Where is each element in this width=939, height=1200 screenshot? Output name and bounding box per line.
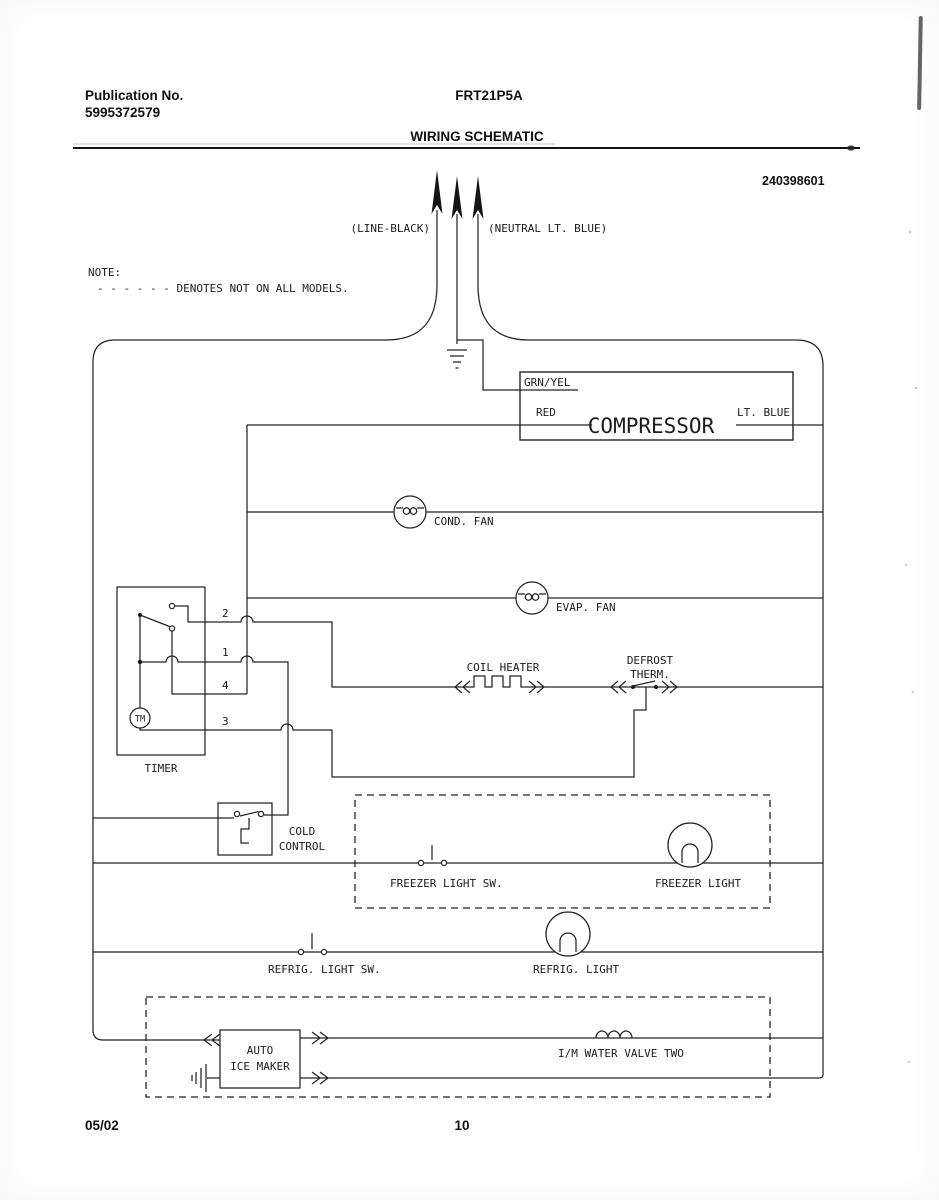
- cold-control-label-2: CONTROL: [278, 840, 326, 853]
- scan-blot: [847, 145, 855, 150]
- defrost-therm-label-1: DEFROST: [626, 654, 674, 667]
- compressor-grnyel-label: GRN/YEL: [524, 376, 571, 389]
- wire-line-conductor: [93, 210, 437, 1040]
- compressor-red-label: RED: [536, 406, 556, 419]
- cold-control-component: [218, 803, 326, 855]
- wire-timer-2-defrost: [175, 606, 471, 687]
- freezer-light-bulb-icon: [668, 823, 712, 867]
- scan-speck-2: [915, 387, 918, 390]
- neutral-feed-label: (NEUTRAL LT. BLUE): [488, 222, 608, 235]
- timer-label: TIMER: [144, 762, 178, 775]
- footer-date: 05/02: [85, 1118, 119, 1133]
- timer-junction-dot: [138, 660, 142, 664]
- icemaker-ground-icon: [192, 1064, 206, 1092]
- scan-speck-5: [908, 1061, 911, 1064]
- publication-label: Publication No.: [85, 88, 184, 103]
- water-valve-coil-icon: [596, 1031, 632, 1038]
- timer-switch-arm: [140, 615, 170, 627]
- scan-streak: [917, 16, 923, 110]
- timer-terminal-2: 2: [222, 607, 229, 620]
- ice-maker-section: [146, 997, 770, 1097]
- freezer-sw-terminal-1: [418, 860, 423, 865]
- cold-control-sensor: [241, 818, 249, 843]
- publication-number: 5995372579: [85, 105, 161, 120]
- water-valve-label: I/M WATER VALVE TWO: [558, 1047, 684, 1060]
- coil-heater-component: [455, 661, 544, 693]
- refrig-light-label: REFRIG. LIGHT: [533, 963, 620, 976]
- evap-fan-label: EVAP. FAN: [556, 601, 616, 614]
- wire-timer-3-therm: [140, 687, 646, 777]
- wire-timer-1-coldcontrol: [140, 656, 288, 815]
- coil-heater-icon: [470, 676, 525, 687]
- neutral-arrow-icon: [473, 176, 484, 219]
- timer-pivot-dot: [138, 613, 142, 617]
- note-text: - - - - - - DENOTES NOT ON ALL MODELS.: [97, 282, 349, 295]
- refrig-light-section: [268, 912, 619, 976]
- circuit-wires: [93, 210, 823, 1078]
- earth-ground-icon: [447, 350, 467, 368]
- timer-component: [117, 587, 229, 775]
- ground-arrow-icon: [452, 176, 463, 219]
- timer-terminal-1: 1: [222, 646, 229, 659]
- scan-artifacts: [847, 16, 923, 1063]
- compressor-ltblue-label: LT. BLUE: [737, 406, 790, 419]
- scan-speck-1: [909, 231, 911, 233]
- line-feed-label: (LINE-BLACK): [350, 222, 430, 235]
- ice-maker-box: [220, 1030, 300, 1088]
- refrig-light-sw-label: REFRIG. LIGHT SW.: [268, 963, 381, 976]
- cold-control-label-1: COLD: [288, 825, 316, 838]
- refrig-sw-terminal-2: [321, 949, 326, 954]
- footer-page-number: 10: [454, 1118, 470, 1133]
- cond-fan-label: COND. FAN: [434, 515, 494, 528]
- freezer-sw-terminal-2: [441, 860, 446, 865]
- timer-terminal-4: 4: [222, 679, 229, 692]
- line-arrow-icon: [432, 170, 443, 214]
- compressor-label: COMPRESSOR: [587, 414, 715, 438]
- timer-terminal-3: 3: [222, 715, 229, 728]
- defrost-therm-label-2: THERM.: [630, 668, 670, 681]
- note-block: [88, 266, 349, 295]
- cold-control-terminal-right: [258, 811, 263, 816]
- coil-heater-label: COIL HEATER: [466, 661, 540, 674]
- refrig-light-bulb-icon: [546, 912, 590, 956]
- cold-control-terminal-left: [234, 811, 239, 816]
- ice-maker-label-2: ICE MAKER: [230, 1060, 290, 1073]
- supply-feeds: [351, 170, 608, 235]
- therm-contact-right: [654, 685, 658, 689]
- freezer-light-section: [355, 795, 770, 908]
- cold-control-blade: [240, 812, 259, 817]
- page-header: [73, 88, 860, 188]
- model-number: FRT21P5A: [455, 88, 523, 103]
- note-label: NOTE:: [88, 266, 122, 279]
- part-number: 240398601: [762, 174, 825, 188]
- page-footer: [85, 1118, 470, 1133]
- scan-speck-3: [905, 564, 907, 566]
- therm-blade: [633, 681, 655, 686]
- refrig-sw-terminal-1: [298, 949, 303, 954]
- scan-speck-4: [912, 691, 915, 694]
- ice-maker-label-1: AUTO: [246, 1044, 274, 1057]
- timer-contact-4: [169, 626, 174, 631]
- page-title: WIRING SCHEMATIC: [410, 129, 544, 144]
- timer-motor-label: TM: [134, 714, 146, 725]
- freezer-light-sw-label: FREEZER LIGHT SW.: [390, 877, 503, 890]
- compressor-component: [520, 372, 793, 440]
- timer-contact-2: [169, 603, 174, 608]
- freezer-light-label: FREEZER LIGHT: [655, 877, 742, 890]
